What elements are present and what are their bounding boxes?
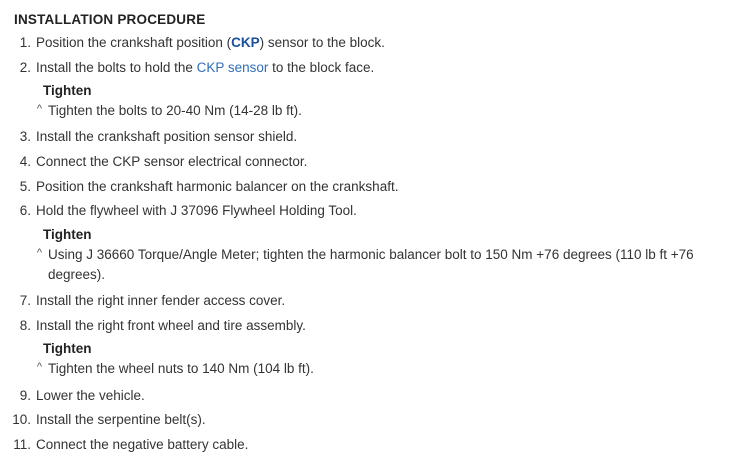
procedure-step-list <box>10 33 720 454</box>
step-text <box>36 177 720 197</box>
procedure-step <box>10 201 720 221</box>
procedure-step <box>10 316 720 336</box>
text-fragment: Tighten the wheel nuts to <box>48 361 203 377</box>
text-fragment: Install the crankshaft position sensor shield. <box>36 129 298 145</box>
procedure-step <box>10 127 720 147</box>
text-fragment: Install the right inner fender access cover. <box>36 293 286 309</box>
text-fragment: Position the crankshaft harmonic balancer on the crankshaft. <box>36 178 399 194</box>
text-fragment: Connect the CKP sensor electrical connector. <box>36 153 308 169</box>
tighten-heading: Tighten <box>43 341 92 357</box>
torque-text <box>48 245 720 286</box>
step-text <box>36 316 720 336</box>
step-text <box>36 127 720 147</box>
text-fragment: Hold the flywheel with J 37096 Flywheel Holding Tool. <box>36 203 357 219</box>
step-number: 6. <box>19 203 31 219</box>
step-number: 4. <box>19 153 31 169</box>
caret-bullet-icon: ^ <box>36 246 42 259</box>
step-text <box>36 435 720 454</box>
torque-specification <box>10 245 720 286</box>
procedure-step <box>10 177 720 197</box>
text-fragment: Using J 36660 Torque/Angle Meter; tighten the harmonic balancer bolt to <box>48 246 486 262</box>
step-text <box>36 58 720 78</box>
torque-value: 150 Nm +76 degrees (110 lb ft +76 degrees). <box>48 246 694 282</box>
torque-value: 20-40 Nm (14-28 lb ft). <box>166 103 302 119</box>
text-fragment: ) sensor to the block. <box>259 35 385 50</box>
step-text <box>36 386 720 406</box>
step-number: 5. <box>19 178 31 194</box>
tighten-heading: Tighten <box>43 226 92 242</box>
torque-specification <box>10 101 720 121</box>
procedure-step <box>10 33 720 53</box>
inline-link[interactable]: CKP sensor <box>196 59 269 75</box>
step-text <box>36 410 720 430</box>
torque-text <box>48 359 720 379</box>
caret-bullet-icon: ^ <box>36 103 42 116</box>
torque-text <box>48 101 720 121</box>
text-fragment: Install the serpentine belt(s). <box>36 412 206 428</box>
text-fragment: Position the crankshaft position ( <box>36 35 232 50</box>
step-text <box>36 201 720 221</box>
step-text <box>36 291 720 311</box>
tighten-heading: Tighten <box>43 83 92 99</box>
step-number: 1. <box>19 35 31 50</box>
text-fragment: Lower the vehicle. <box>36 387 145 403</box>
procedure-step <box>10 152 720 172</box>
torque-value: 140 Nm (104 lb ft). <box>202 361 314 377</box>
step-number: 9. <box>19 387 31 403</box>
procedure-step <box>10 435 720 454</box>
text-fragment: Tighten the bolts to <box>48 103 167 119</box>
step-text <box>36 152 720 172</box>
procedure-step <box>10 291 720 311</box>
procedure-step <box>10 58 720 78</box>
page-title: INSTALLATION PROCEDURE <box>14 12 206 27</box>
step-number: 2. <box>19 59 31 75</box>
text-fragment: Install the right front wheel and tire assembly. <box>36 317 306 333</box>
step-number: 8. <box>19 317 31 333</box>
step-number: 7. <box>19 293 31 309</box>
inline-link[interactable]: CKP <box>231 35 260 50</box>
step-number: 11. <box>13 436 31 452</box>
procedure-step <box>10 410 720 430</box>
text-fragment: Install the bolts to hold the <box>36 59 197 75</box>
text-fragment: to the block face. <box>268 59 375 75</box>
step-number: 10. <box>12 412 31 428</box>
caret-bullet-icon: ^ <box>36 361 42 374</box>
step-number: 3. <box>19 129 31 145</box>
text-fragment: Connect the negative battery cable. <box>36 436 249 452</box>
torque-specification <box>10 359 720 379</box>
step-text <box>36 33 720 53</box>
procedure-step <box>10 386 720 406</box>
